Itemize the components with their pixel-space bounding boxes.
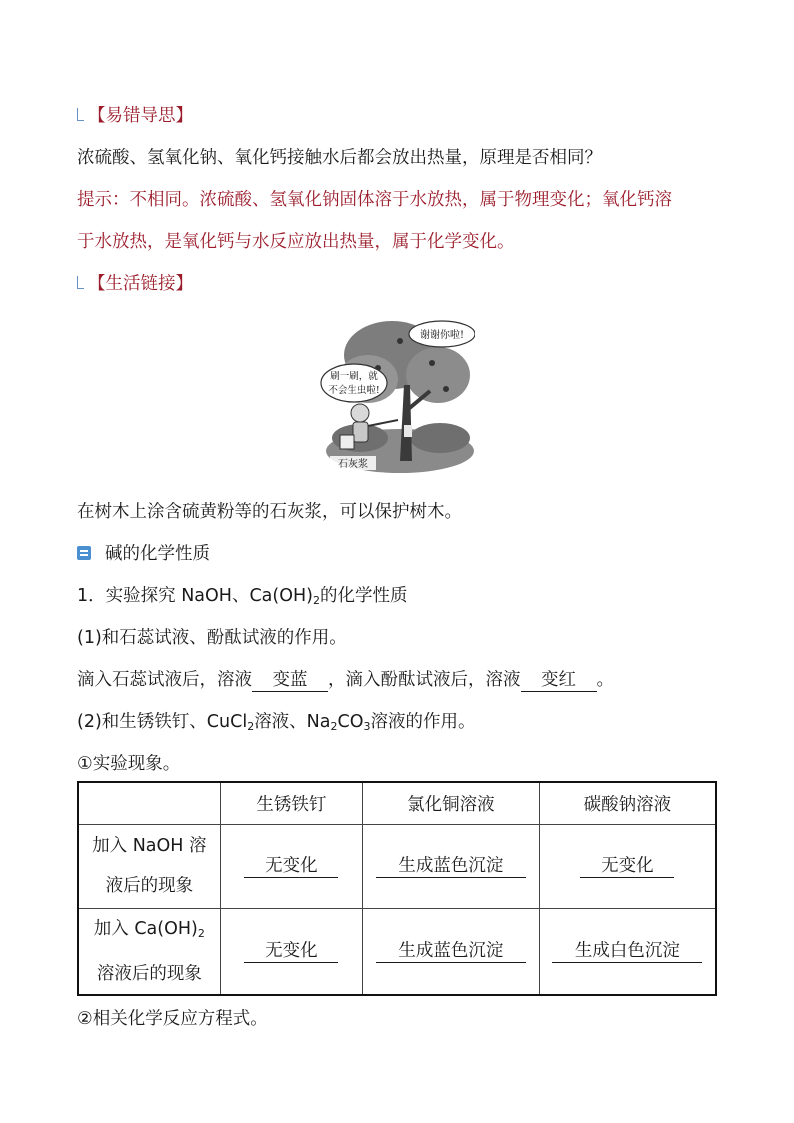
list-icon: [77, 546, 91, 560]
heading-text: 【生活链接】: [88, 274, 193, 294]
illustration-caption: 在树木上涂含硫黄粉等的石灰浆，可以保护树木。: [77, 502, 462, 522]
bubble-thanks-text: 谢谢你啦!: [419, 330, 465, 341]
row-label-naoh: 加入 NaOH 溶 液后的现象: [78, 824, 220, 908]
table-row: [78, 824, 716, 908]
table-cell: 无变化: [220, 908, 362, 995]
header-cell: 碳酸钠溶液: [539, 782, 716, 824]
row-label-caoh2: 加入 $Ca(OH)_2$ 溶液后的现象: [78, 908, 220, 995]
sub-question-1: (1)和石蕊试液、酚酞试液的作用。: [77, 628, 347, 648]
section-heading-error-guide: [77, 104, 193, 128]
phenomena-table: [77, 781, 717, 996]
hint-line-2: 于水放热，是氧化钙与水反应放出热量，属于化学变化。: [77, 232, 515, 252]
phenomena-label: ①实验现象。: [77, 754, 181, 774]
header-cell: [78, 782, 220, 824]
equations-label: ②相关化学反应方程式。: [77, 1009, 268, 1029]
bookmark-icon: [77, 276, 84, 289]
sub-question-2: (2)和生锈铁钉、CuCl$_2$溶液、$Na_2CO_3$溶液的作用。: [77, 712, 476, 733]
answer-blank-litmus: 变蓝: [252, 669, 328, 692]
question-text: 浓硫酸、氢氧化钠、氧化钙接触水后都会放出热量，原理是否相同？: [77, 148, 602, 168]
fill-blank-line: 滴入石蕊试液后，溶液 变蓝 ，滴入酚酞试液后，溶液 变红 。: [77, 670, 614, 690]
table-cell: 生成白色沉淀: [539, 908, 716, 995]
speech-bubble-brush: [321, 364, 387, 402]
item-1-title: 1．实验探究 NaOH、$Ca(OH)_2$的化学性质: [77, 586, 408, 607]
bookmark-icon: [77, 108, 84, 121]
heading-text: 碱的化学性质: [105, 544, 210, 564]
bubble-brush-line1: 刷一刷，就: [330, 371, 378, 382]
heading-text: 【易错导思】: [88, 106, 193, 126]
section-heading-base-properties: [77, 542, 210, 566]
bucket-label: 石灰浆: [338, 459, 368, 470]
table-cell: 生成蓝色沉淀: [363, 824, 540, 908]
hint-line-1: 提示：不相同。浓硫酸、氢氧化钠固体溶于水放热，属于物理变化；氧化钙溶: [77, 190, 672, 210]
header-cell: 氯化铜溶液: [363, 782, 540, 824]
answer-blank-phenolphthalein: 变红: [521, 669, 597, 692]
bubble-brush-line2: 不会生虫啦!: [328, 385, 380, 396]
table-header-row: [78, 782, 716, 824]
section-heading-life-link: [77, 272, 193, 296]
table-cell: 无变化: [539, 824, 716, 908]
table-row: [78, 908, 716, 995]
tree-illustration: [320, 313, 475, 478]
table-cell: 生成蓝色沉淀: [363, 908, 540, 995]
header-cell: 生锈铁钉: [220, 782, 362, 824]
table-cell: 无变化: [220, 824, 362, 908]
